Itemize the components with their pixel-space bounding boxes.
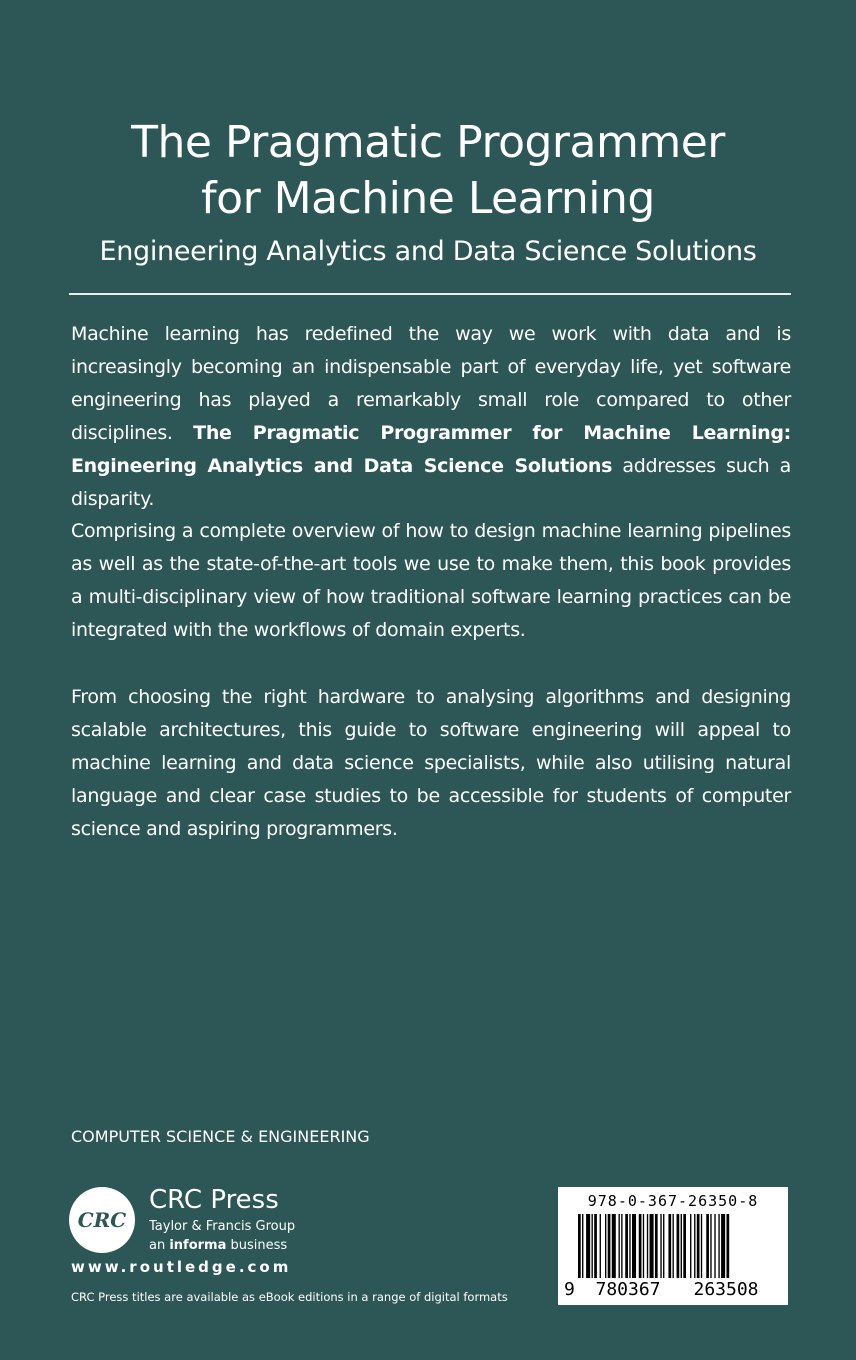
barcode-bar (582, 1214, 583, 1278)
blurb-p3-text: From choosing the right hardware to analysing algorithms and designing scalable architectures, this guide to software engineering will appeal to machine learning and data science specialists, while also utilising natural language and clear case studies to be accessible for students of computer science and aspiring programmers. (71, 686, 791, 840)
business-prefix: an (149, 1238, 170, 1253)
barcode-bar (718, 1214, 719, 1278)
crc-logo-text: CRC (77, 1208, 127, 1232)
barcode-bar (650, 1214, 654, 1278)
book-subtitle: Engineering Analytics and Data Science Solutions (99, 236, 757, 267)
barcode-bar (677, 1214, 680, 1278)
barcode-digits-left: 780367 (582, 1279, 674, 1300)
publisher-business-line (149, 1237, 287, 1255)
barcode-bar (710, 1214, 711, 1278)
publisher-website[interactable]: www.routledge.com (71, 1258, 292, 1276)
barcode-bar (683, 1214, 686, 1278)
blurb-paragraph-3 (71, 681, 791, 846)
isbn-barcode (558, 1187, 788, 1305)
crc-press-logo (69, 1187, 135, 1253)
isbn-number: 978-0-367-26350-8 (587, 1192, 759, 1210)
business-suffix: business (226, 1238, 288, 1253)
barcode-bar (629, 1214, 630, 1278)
barcode-bar (673, 1214, 674, 1278)
barcode-bar (714, 1214, 715, 1278)
barcode-bar (663, 1214, 664, 1278)
barcode-digits-right: 263508 (680, 1279, 772, 1300)
barcode-bar (621, 1214, 622, 1278)
barcode-bar (632, 1214, 636, 1278)
barcode-bar (647, 1214, 648, 1278)
barcode-bar (660, 1214, 661, 1278)
barcode-bar (655, 1214, 658, 1278)
blurb-paragraph-1 (71, 318, 791, 516)
barcode-bar (586, 1214, 590, 1278)
barcode-bar (612, 1214, 616, 1278)
barcode-bar (600, 1214, 601, 1278)
barcode-bar (721, 1214, 725, 1278)
barcode-bar (592, 1214, 593, 1278)
barcode-bar (619, 1214, 620, 1278)
barcode-bar (605, 1214, 606, 1278)
title-divider (69, 293, 791, 295)
barcode-bar (668, 1214, 671, 1278)
blurb-p1-end: addresses such a disparity. (71, 455, 792, 510)
barcode-bar (643, 1214, 644, 1278)
barcode-bar (578, 1214, 581, 1278)
barcode-bar (594, 1214, 597, 1278)
barcode-bars (578, 1214, 778, 1278)
blurb-paragraph-2 (71, 515, 791, 647)
barcode-bar (639, 1214, 642, 1278)
publisher-name: CRC Press (149, 1185, 279, 1215)
barcode-bar (727, 1214, 730, 1278)
book-title-line-2: for Machine Learning (201, 173, 655, 224)
blurb-p1-book-title: The Pragmatic Programmer for Machine Learning: Engineering Analytics and Data Science Solutions (71, 422, 791, 477)
business-informa: informa (169, 1238, 227, 1253)
blurb-p2-text: Comprising a complete overview of how to design machine learning pipelines as well as the state-of-the-art tools we use to make them, this book provides a multi-disciplinary view of how traditional software learning practices can be integrated with the workflows of domain experts. (71, 520, 791, 641)
barcode-bar (681, 1214, 682, 1278)
barcode-bar (690, 1214, 691, 1278)
barcode-digit-lead: 9 (564, 1279, 575, 1300)
book-title-line-1: The Pragmatic Programmer (131, 117, 725, 168)
barcode-bar (625, 1214, 628, 1278)
barcode-bar (697, 1214, 700, 1278)
ebook-availability-note: CRC Press titles are available as eBook editions in a range of digital formats (71, 1290, 508, 1304)
barcode-bar (701, 1214, 702, 1278)
barcode-bar (694, 1214, 695, 1278)
subject-category: COMPUTER SCIENCE & ENGINEERING (71, 1127, 370, 1146)
barcode-bar (706, 1214, 709, 1278)
blurb-p1-start: Machine learning has redefined the way we work with data and is increasingly becoming an indispensable part of everyday life, yet software engineering has played a remarkably small role compared to other disciplines. (71, 323, 791, 444)
publisher-group: Taylor & Francis Group (149, 1219, 296, 1234)
barcode-bar (608, 1214, 611, 1278)
